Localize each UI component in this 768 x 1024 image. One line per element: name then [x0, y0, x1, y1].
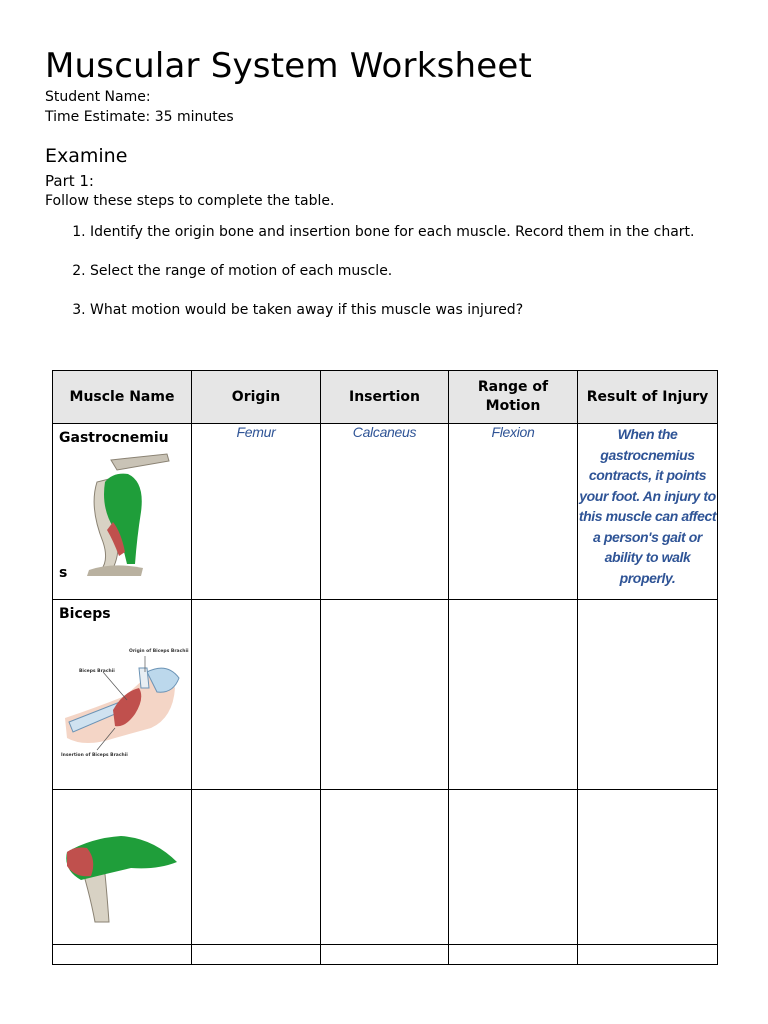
muscle-name-cell[interactable]	[53, 790, 192, 945]
muscle-name-cell[interactable]	[53, 945, 192, 965]
origin-cell[interactable]	[192, 600, 321, 790]
page-title: Muscular System Worksheet	[45, 46, 533, 86]
insertion-cell[interactable]	[321, 790, 449, 945]
step-item: 1. Identify the origin bone and insertion bone for each muscle. Record them in the chart.	[90, 222, 740, 242]
deltoid-image	[61, 830, 181, 925]
result-cell[interactable]	[578, 945, 718, 965]
header-range-of-motion: Range of Motion	[449, 371, 578, 424]
step-item: 3. What motion would be taken away if this muscle was injured?	[90, 300, 740, 320]
insertion-cell[interactable]: Calcaneus	[321, 424, 449, 600]
table-row	[53, 600, 718, 790]
table-row	[53, 945, 718, 965]
header-muscle-name: Muscle Name	[53, 371, 192, 424]
header-origin: Origin	[192, 371, 321, 424]
gastrocnemius-image	[83, 452, 173, 577]
muscle-name-cell[interactable]	[53, 424, 192, 600]
result-cell[interactable]	[578, 600, 718, 790]
muscle-table	[52, 370, 718, 965]
muscle-name-tail: s	[59, 565, 68, 581]
result-cell[interactable]: When the gastrocnemius contracts, it points your foot. An injury to this muscle can affect a person's gait or ability to walk properly.	[578, 424, 718, 600]
result-cell[interactable]	[578, 790, 718, 945]
steps-list	[45, 222, 740, 339]
header-insertion: Insertion	[321, 371, 449, 424]
intro-text: Follow these steps to complete the table.	[45, 193, 335, 209]
biceps-insertion-label: Insertion of Biceps Brachii	[61, 753, 128, 758]
range-cell[interactable]	[449, 600, 578, 790]
muscle-name: Gastrocnemiu	[59, 430, 169, 446]
part-label: Part 1:	[45, 172, 94, 190]
origin-cell[interactable]	[192, 790, 321, 945]
biceps-muscle-label: Biceps Brachii	[79, 669, 115, 674]
biceps-origin-label: Origin of Biceps Brachii	[129, 649, 189, 654]
origin-cell[interactable]	[192, 945, 321, 965]
range-cell[interactable]	[449, 945, 578, 965]
section-title: Examine	[45, 145, 128, 167]
muscle-name-cell[interactable]	[53, 600, 192, 790]
range-cell[interactable]: Flexion	[449, 424, 578, 600]
table-header-row	[53, 371, 718, 424]
table-row	[53, 424, 718, 600]
step-item: 2. Select the range of motion of each muscle.	[90, 261, 740, 281]
insertion-cell[interactable]	[321, 945, 449, 965]
table-row	[53, 790, 718, 945]
muscle-name: Biceps	[59, 606, 111, 622]
student-name-label: Student Name:	[45, 89, 151, 105]
insertion-cell[interactable]	[321, 600, 449, 790]
range-cell[interactable]	[449, 790, 578, 945]
header-result-of-injury: Result of Injury	[578, 371, 718, 424]
origin-cell[interactable]: Femur	[192, 424, 321, 600]
time-estimate: Time Estimate: 35 minutes	[45, 109, 234, 125]
biceps-image	[55, 638, 189, 768]
